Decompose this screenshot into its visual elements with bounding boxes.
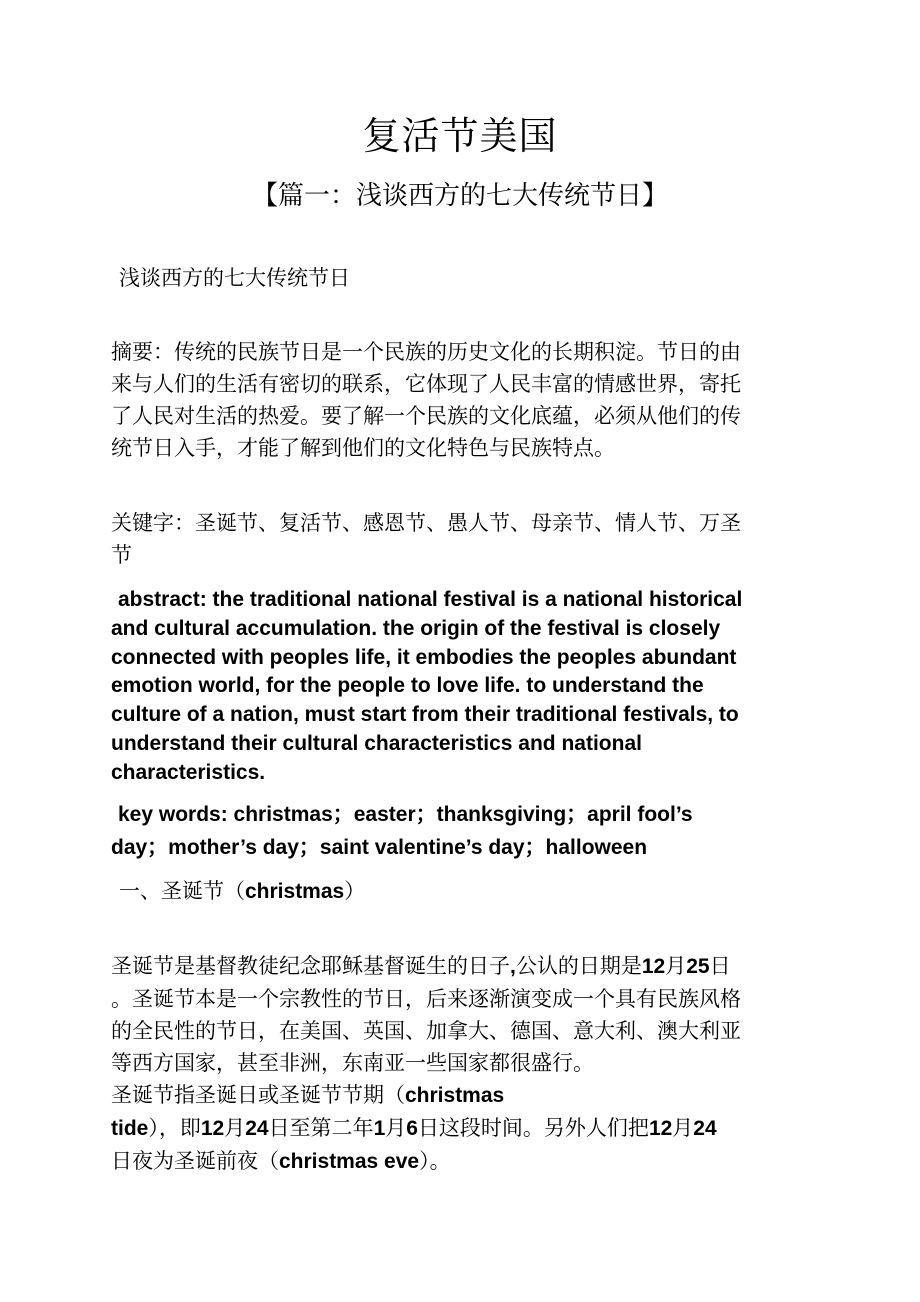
text-run: tide	[111, 1117, 149, 1140]
document-subtitle: 【篇一：浅谈西方的七大传统节日】	[251, 181, 668, 211]
text-run: 1	[373, 1117, 386, 1140]
abstract-en-line: characteristics.	[111, 760, 266, 784]
text-run: ），即	[148, 1116, 201, 1140]
paragraph-line: 的全民性的节日，在美国、英国、加拿大、德国、意大利、澳大利亚	[111, 1019, 741, 1043]
paragraph-christmas-period	[111, 1079, 809, 1178]
article-heading: 浅谈西方的七大传统节日	[119, 266, 350, 290]
text-run: 24	[693, 1117, 717, 1140]
text-run: 月	[385, 1116, 407, 1140]
keywords-en-line: day；mother’s day；saint valentine’s day；halloween	[111, 836, 648, 859]
section-heading-christmas	[119, 875, 365, 908]
text-run: 日至第二年	[268, 1116, 374, 1140]
keywords-cn-line: 节	[111, 543, 132, 567]
section-close: ）	[344, 879, 366, 903]
text-run: 月	[665, 954, 687, 978]
abstract-cn-line: 统节日入手，才能了解到他们的文化特色与民族特点。	[111, 436, 615, 460]
text-run: 25	[686, 955, 710, 978]
text-run: 12	[648, 1117, 673, 1140]
keywords-en-line: key words: christmas；easter；thanksgiving；april fool’s	[118, 803, 693, 826]
abstract-cn-line: 摘要：传统的民族节日是一个民族的历史文化的长期积淀。节日的由	[111, 340, 741, 364]
text-run: 日这段时间。另外人们把	[417, 1116, 649, 1140]
section-number: 一、圣诞节（	[119, 879, 245, 903]
paragraph-christmas-intro	[111, 950, 809, 1079]
text-run: 圣诞节指圣诞日或圣诞节节期（	[111, 1083, 405, 1107]
document-title: 复活节美国	[362, 114, 558, 158]
keywords-en	[111, 798, 811, 864]
text-run: ,	[510, 955, 516, 978]
abstract-en-line: abstract: the traditional national festival is a national historical	[118, 588, 743, 611]
paragraph-line	[111, 1145, 809, 1178]
abstract-en-line: emotion world, for the people to love life. to understand the	[111, 674, 704, 698]
abstract-en	[111, 586, 811, 788]
paragraph-line	[111, 1079, 809, 1112]
text-run: 日	[709, 954, 731, 978]
paragraph-line	[111, 950, 809, 983]
text-run: ）。	[419, 1149, 451, 1173]
abstract-en-line: understand their cultural characteristics and national	[111, 731, 642, 755]
text-run: christmas	[405, 1084, 505, 1107]
text-run: christmas eve	[279, 1150, 420, 1173]
text-run: 12	[200, 1117, 225, 1140]
text-run: 12	[641, 955, 666, 978]
abstract-cn	[111, 336, 809, 464]
paragraph-line: 等西方国家，甚至非洲，东南亚一些国家都很盛行。	[111, 1051, 594, 1075]
paragraph-line: 。圣诞节本是一个宗教性的节日，后来逐渐演变成一个具有民族风格	[111, 987, 741, 1011]
text-run: 月	[224, 1116, 246, 1140]
keywords-cn	[111, 507, 809, 571]
abstract-cn-line: 来与人们的生活有密切的联系，它体现了人民丰富的情感世界，寄托	[111, 372, 741, 396]
abstract-en-line: connected with peoples life, it embodies the peoples abundant	[111, 645, 737, 669]
abstract-en-line: and cultural accumulation. the origin of the festival is closely	[111, 616, 721, 640]
keywords-cn-line: 关键字：圣诞节、复活节、感恩节、愚人节、母亲节、情人节、万圣	[111, 511, 741, 535]
text-run: 公认的日期是	[515, 954, 642, 978]
text-run: 圣诞节是基督教徒纪念耶稣基督诞生的日子	[111, 954, 510, 978]
text-run: 月	[672, 1116, 694, 1140]
abstract-cn-line: 了人民对生活的热爱。要了解一个民族的文化底蕴，必须从他们的传	[111, 404, 741, 428]
abstract-en-line: culture of a nation, must start from their traditional festivals, to	[111, 703, 739, 727]
text-run: 24	[245, 1117, 269, 1140]
paragraph-line	[111, 1112, 809, 1145]
text-run: 6	[406, 1117, 418, 1140]
section-name-en: christmas	[245, 880, 345, 903]
text-run: 日夜为圣诞前夜（	[111, 1149, 279, 1173]
